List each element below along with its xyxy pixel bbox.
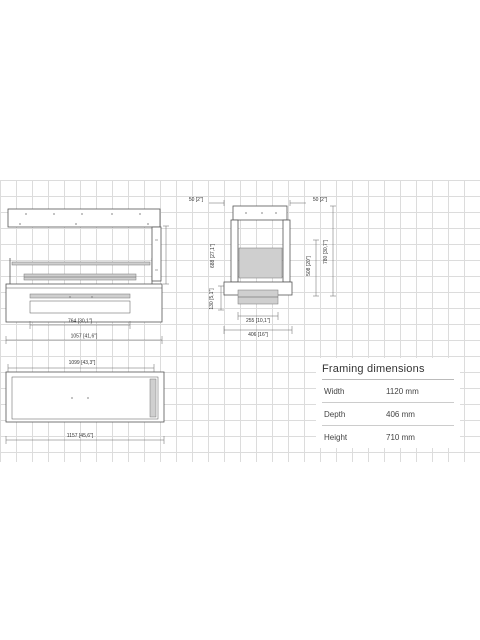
side-top-frame <box>233 206 287 220</box>
dim-255: 255 [10,1"] <box>245 318 271 324</box>
dim-50-right: 50 [2"] <box>312 197 328 203</box>
top-side-strip <box>150 379 156 417</box>
framing-title: Framing dimensions <box>322 360 454 380</box>
dim-764: 764 [30,1"] <box>67 318 93 325</box>
framing-row <box>322 403 454 426</box>
framing-value: 710 mm <box>386 432 415 442</box>
framing-label: Width <box>324 386 345 396</box>
dim-406: 406 [16"] <box>248 332 268 338</box>
dim-780: 780 [30,7"] <box>323 239 329 265</box>
front-control-slot <box>30 294 130 298</box>
front-side-bracket <box>152 227 161 281</box>
side-glass-panel <box>239 248 282 278</box>
framing-label: Depth <box>324 409 346 419</box>
framing-value: 406 mm <box>386 409 415 419</box>
dim-508: 508 [20"] <box>306 256 312 276</box>
top-outer-frame <box>6 372 164 422</box>
dim-50-left: 50 [2"] <box>188 197 204 203</box>
side-right-post <box>283 220 290 282</box>
side-view <box>189 197 336 338</box>
front-top-frame <box>8 209 160 227</box>
dim-1099: 1099 [43,3"] <box>68 360 96 366</box>
front-burner-top <box>12 262 150 265</box>
framing-value: 1120 mm <box>386 386 419 396</box>
front-view <box>6 209 224 344</box>
framing-row <box>322 426 454 448</box>
side-left-post <box>231 220 238 282</box>
front-base <box>6 284 162 322</box>
framing-dimensions-table <box>316 358 460 448</box>
dim-130: 130 [5,1"] <box>209 288 215 310</box>
framing-label: Height <box>324 432 348 442</box>
dim-688: 688 [27,1"] <box>210 243 216 269</box>
dim-1157: 1157 [45,6"] <box>66 433 94 439</box>
dim-1057: 1057 [41,6"] <box>70 333 98 340</box>
top-view <box>6 360 164 444</box>
framing-row <box>322 380 454 403</box>
